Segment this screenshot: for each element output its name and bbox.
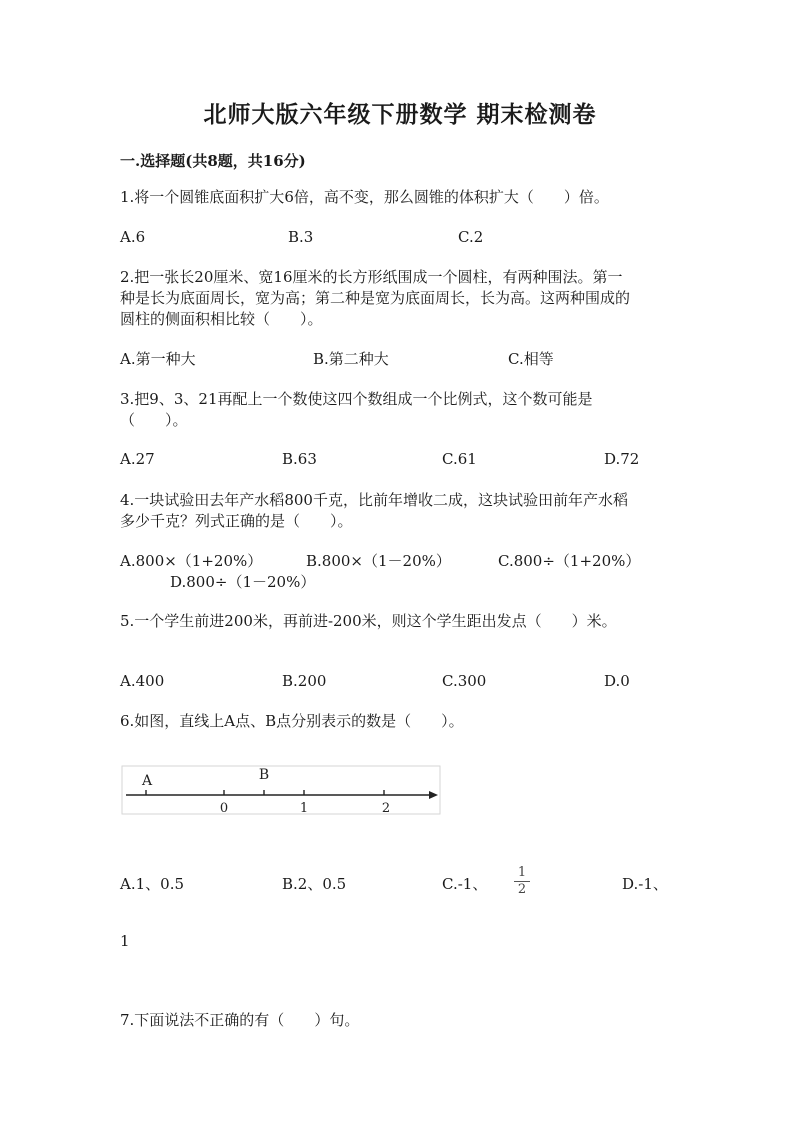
question-6-option-d-continued: 1 xyxy=(120,932,130,950)
fraction-numerator: 1 xyxy=(517,865,527,880)
question-6-option-a: A.1、0.5 xyxy=(120,875,184,893)
question-4-line-2: 多少千克？列式正确的是（ ）。 xyxy=(120,512,353,530)
question-2-option-c: C.相等 xyxy=(508,350,554,368)
question-3-line-1: 3.把9、3、21再配上一个数使这四个数组成一个比例式，这个数可能是 xyxy=(120,390,593,408)
question-2-line-3: 圆柱的侧面积相比较（ ）。 xyxy=(120,310,323,328)
question-5-option-a: A.400 xyxy=(120,672,165,690)
question-2-line-2: 种是长为底面周长，宽为高；第二种是宽为底面周长，长为高。这两种围成的 xyxy=(120,289,631,307)
question-3-option-b: B.63 xyxy=(282,450,317,468)
question-2-option-b: B.第二种大 xyxy=(313,350,389,368)
question-4-option-a: A.800×（1+20%） xyxy=(120,552,263,570)
question-1-text: 1.将一个圆锥底面积扩大6倍，高不变，那么圆锥的体积扩大（ ）倍。 xyxy=(120,188,609,206)
question-4-line-1: 4.一块试验田去年产水稻800千克，比前年增收二成，这块试验田前年产水稻 xyxy=(120,491,628,509)
question-3-option-c: C.61 xyxy=(442,450,477,468)
tick-label-1: 1 xyxy=(299,801,309,816)
question-6-option-b: B.2、0.5 xyxy=(282,875,347,893)
question-2-line-1: 2.把一张长20厘米、宽16厘米的长方形纸围成一个圆柱，有两种围法。第一 xyxy=(120,268,623,286)
question-6-text: 6.如图，直线上A点、B点分别表示的数是（ ）。 xyxy=(120,712,464,730)
tick-label-0: 0 xyxy=(219,801,229,816)
question-7-text: 7.下面说法不正确的有（ ）句。 xyxy=(120,1011,360,1029)
point-b-label: B xyxy=(258,767,270,783)
number-line-figure xyxy=(120,764,444,816)
question-3-option-d: D.72 xyxy=(604,450,640,468)
question-6-option-d: D.-1、 xyxy=(622,875,668,893)
question-4-option-b: B.800×（1－20%） xyxy=(306,552,451,570)
question-5-option-d: D.0 xyxy=(604,672,630,690)
point-a-label: A xyxy=(141,773,153,789)
question-2-option-a: A.第一种大 xyxy=(120,350,196,368)
figure-border xyxy=(122,766,440,814)
question-6-option-c: C.-1、 xyxy=(442,875,488,893)
question-5-option-b: B.200 xyxy=(282,672,327,690)
question-6-option-c-fraction xyxy=(514,866,530,897)
question-3-option-a: A.27 xyxy=(120,450,155,468)
fraction-denominator: 2 xyxy=(517,882,527,897)
question-3-line-2: （ ）。 xyxy=(120,411,188,429)
question-5-text: 5.一个学生前进200米，再前进-200米，则这个学生距出发点（ ）米。 xyxy=(120,612,617,630)
page-title: 北师大版六年级下册数学 期末检测卷 xyxy=(203,101,597,128)
question-1-option-b: B.3 xyxy=(288,228,314,246)
question-4-option-c: C.800÷（1+20%） xyxy=(498,552,641,570)
question-1-option-a: A.6 xyxy=(120,228,146,246)
section-heading: 一.选择题(共8题，共16分) xyxy=(120,152,306,170)
question-5-option-c: C.300 xyxy=(442,672,487,690)
question-1-option-c: C.2 xyxy=(458,228,484,246)
tick-label-2: 2 xyxy=(381,801,391,816)
question-4-option-d: D.800÷（1－20%） xyxy=(170,573,316,591)
